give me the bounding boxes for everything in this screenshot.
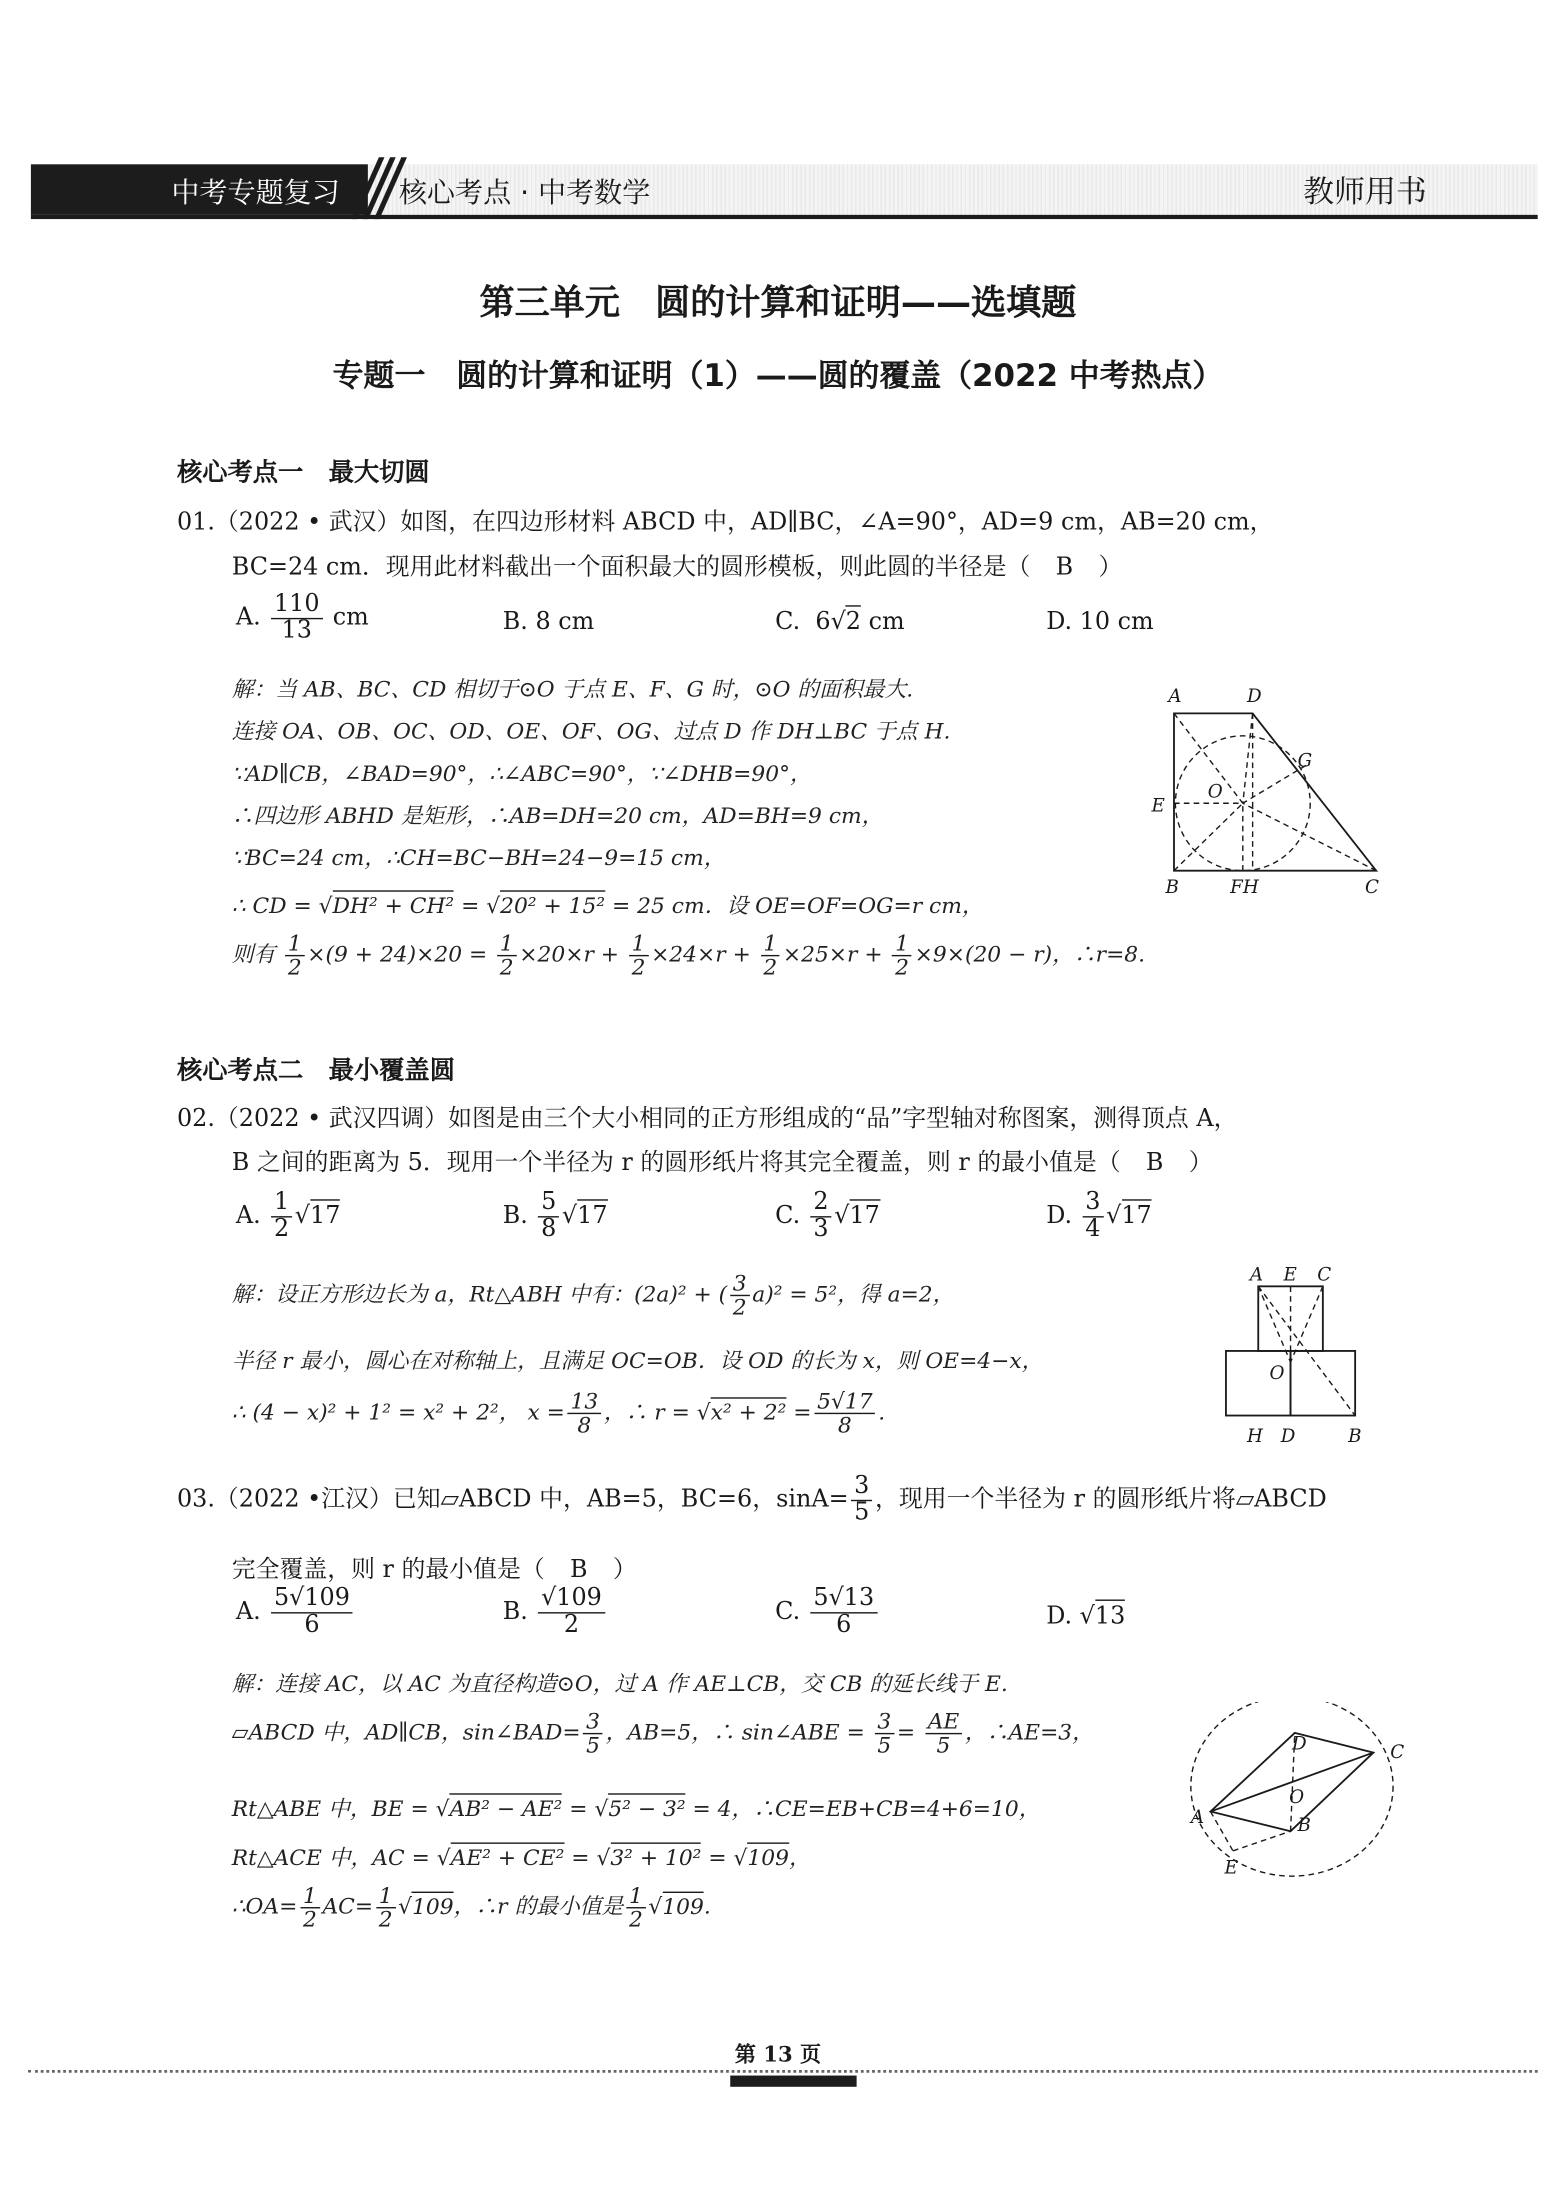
answer-mark: B (570, 1555, 588, 1585)
fig-label-E: E (1224, 1857, 1238, 1879)
q3-solution-line-2: ▱ABCD 中，AD∥CB，sin∠BAD= $\frac{3}{5}$ ，AB=5，∴ sin∠ABE = $\frac{3}{5}$ = $\frac{AE}{5}$ ，∴AE=3， (231, 1709, 1094, 1759)
q3-solution-line-5: ∴OA= $\frac{1}{2}$ AC= $\frac{1}{2}$ √109，∴r 的最小值是 $\frac{1}{2}$ √109. (231, 1883, 711, 1933)
answer-mark: B (1145, 1148, 1164, 1177)
fig-label-E: E (1283, 1264, 1297, 1286)
q1-figure (1140, 677, 1400, 904)
fig-label-D: D (1280, 1426, 1296, 1448)
fig-label-H: H (1247, 1426, 1263, 1448)
q3-solution-line-1: 解：连接 AC，以 AC 为直径构造⊙O，过 A 作 AE⊥CB，交 CB 的延长线于 E. (231, 1671, 1008, 1697)
q1-solution-line-5: ∵BC=24 cm，∴CH=BC−BH=24−9=15 cm， (231, 845, 726, 871)
fig-label-A: A (1190, 1806, 1205, 1828)
q1-option-b: B. 8 cm (502, 608, 595, 637)
fig-label-D: D (1291, 1733, 1307, 1755)
q3-option-c: C. $\frac{5√13}{6}$ (775, 1587, 880, 1639)
q3-figure (1182, 1702, 1421, 1899)
footer-bar (730, 2076, 856, 2087)
question-1-line-1: 01.（2022 • 武汉）如图，在四边形材料 ABCD 中，AD∥BC，∠A=90°，AD=9 cm，AB=20 cm， (176, 508, 1274, 537)
fig-label-B: B (1297, 1815, 1311, 1837)
question-3-line-1: 03.（2022 •江汉）已知▱ABCD 中，AB=5，BC=6，sinA= $\frac{3}{5}$ ，现用一个半径为 r 的圆形纸片将▱ABCD (176, 1471, 1327, 1527)
q3-option-a: A. $\frac{5√109}{6}$ (236, 1587, 356, 1639)
fig-label-FH: FH (1230, 877, 1259, 899)
question-3-line-2: 完全覆盖，则 r 的最小值是（ B ） (231, 1555, 637, 1585)
fig-label-A: A (1249, 1264, 1264, 1286)
header-edition-label: 教师用书 (1303, 175, 1427, 211)
q2-figure (1211, 1261, 1380, 1452)
fig-label-D: D (1247, 686, 1262, 708)
q2-solution-line-1: 解：设正方形边长为 a，Rt△ABH 中有：(2a)² + ( $\frac{3}{2}$ a)² = 5²，得 a=2， (231, 1270, 955, 1321)
q2-option-d: D. $\frac{3}{4}$ √17 (1046, 1188, 1152, 1243)
header-book-title: 核心考点 · 中考数学 (398, 175, 651, 210)
q1-solution-line-2: 连接 OA、OB、OC、OD、OE、OF、OG、过点 D 作 DH⊥BC 于点 H. (231, 719, 951, 745)
fig-label-A: A (1168, 686, 1182, 708)
q3-solution-line-4: Rt△ACE 中，AC = √AE² + CE² = √3² + 10² = √109， (232, 1841, 811, 1872)
q1-solution-line-7: 则有 $\frac{1}{2}$ ×(9 + 24)×20 = $\frac{1}{2}$ ×20×r + $\frac{1}{2}$ ×24×r + $\frac{1}{2}$ ×25×r + $\frac{1}{2}$ ×9×(20 − r)，∴r=8. (231, 931, 1146, 981)
q1-solution-line-4: ∴四边形 ABHD 是矩形，∴AB=DH=20 cm，AD=BH=9 cm， (231, 803, 884, 829)
header-rule (31, 215, 1538, 219)
section-heading: 核心考点一 最大切圆 (176, 457, 430, 488)
header-series-label: 中考专题复习 (171, 175, 340, 210)
q1-option-c: C. 6√2 cm (775, 608, 904, 636)
fig-label-O: O (1269, 1363, 1285, 1385)
answer-mark: B (1055, 553, 1074, 582)
fig-label-C: C (1390, 1742, 1405, 1764)
topic-title: 专题一 圆的计算和证明（1）——圆的覆盖（2022 中考热点） (332, 359, 1224, 395)
section-heading: 核心考点二 最小覆盖圆 (176, 1056, 455, 1086)
q1-solution-line-6: ∴ CD = √DH² + CH² = √20² + 15² = 25 cm．设 OE=OF=OG=r cm， (232, 889, 984, 920)
question-2-line-2: B 之间的距离为 5．现用一个半径为 r 的圆形纸片将其完全覆盖，则 r 的最小值是（ B ） (231, 1148, 1213, 1177)
question-2-line-1: 02.（2022 • 武汉四调）如图是由三个大小相同的正方形组成的“品”字型轴对称图案，测得顶点 A， (176, 1105, 1238, 1134)
fig-label-O: O (1207, 781, 1223, 803)
fig-label-O: O (1289, 1787, 1305, 1809)
fig-label-G: G (1297, 750, 1313, 772)
fig-label-C: C (1364, 877, 1379, 899)
footer-dotted-rule (28, 2070, 1538, 2073)
unit-title: 第三单元 圆的计算和证明——选填题 (479, 282, 1077, 323)
q2-option-b: B. $\frac{5}{8}$ √17 (502, 1188, 608, 1243)
fig-label-E: E (1151, 795, 1165, 817)
q2-solution-line-3: ∴ (4 − x)² + 1² = x² + 2²， x = $\frac{13}{8}$ ，∴ r = √x² + 2² = $\frac{5√17}{8}$ . (231, 1388, 886, 1439)
question-1-line-2: BC=24 cm．现用此材料截出一个面积最大的圆形模板，则此圆的半径是（ B ） (231, 553, 1123, 582)
q2-option-c: C. $\frac{2}{3}$ √17 (775, 1188, 880, 1243)
q2-solution-line-2: 半径 r 最小，圆心在对称轴上，且满足 OC=OB．设 OD 的长为 x，则 OE=4−x， (231, 1348, 1044, 1374)
fig-label-C: C (1317, 1264, 1332, 1286)
page-number: 第 13 页 (734, 2041, 822, 2068)
fig-label-B: B (1165, 877, 1179, 899)
q1-option-d: D. 10 cm (1046, 608, 1154, 637)
fig-label-B: B (1348, 1426, 1362, 1448)
q2-option-a: A. $\frac{1}{2}$ √17 (235, 1188, 341, 1243)
q1-option-a: A. $\frac{110}{13}$ cm (235, 589, 369, 645)
q3-solution-line-3: Rt△ABE 中，BE = √AB² − AE² = √5² − 3² = 4，∴CE=EB+CB=4+6=10， (232, 1792, 1041, 1823)
q1-solution-line-3: ∵AD∥CB，∠BAD=90°，∴∠ABC=90°，∵∠DHB=90°， (231, 761, 812, 787)
q3-option-b: B. $\frac{√109}{2}$ (503, 1587, 608, 1639)
q3-option-d: D. √13 (1046, 1602, 1125, 1630)
q1-solution-line-1: 解：当 AB、BC、CD 相切于⊙O 于点 E、F、G 时，⊙O 的面积最大. (231, 676, 914, 703)
